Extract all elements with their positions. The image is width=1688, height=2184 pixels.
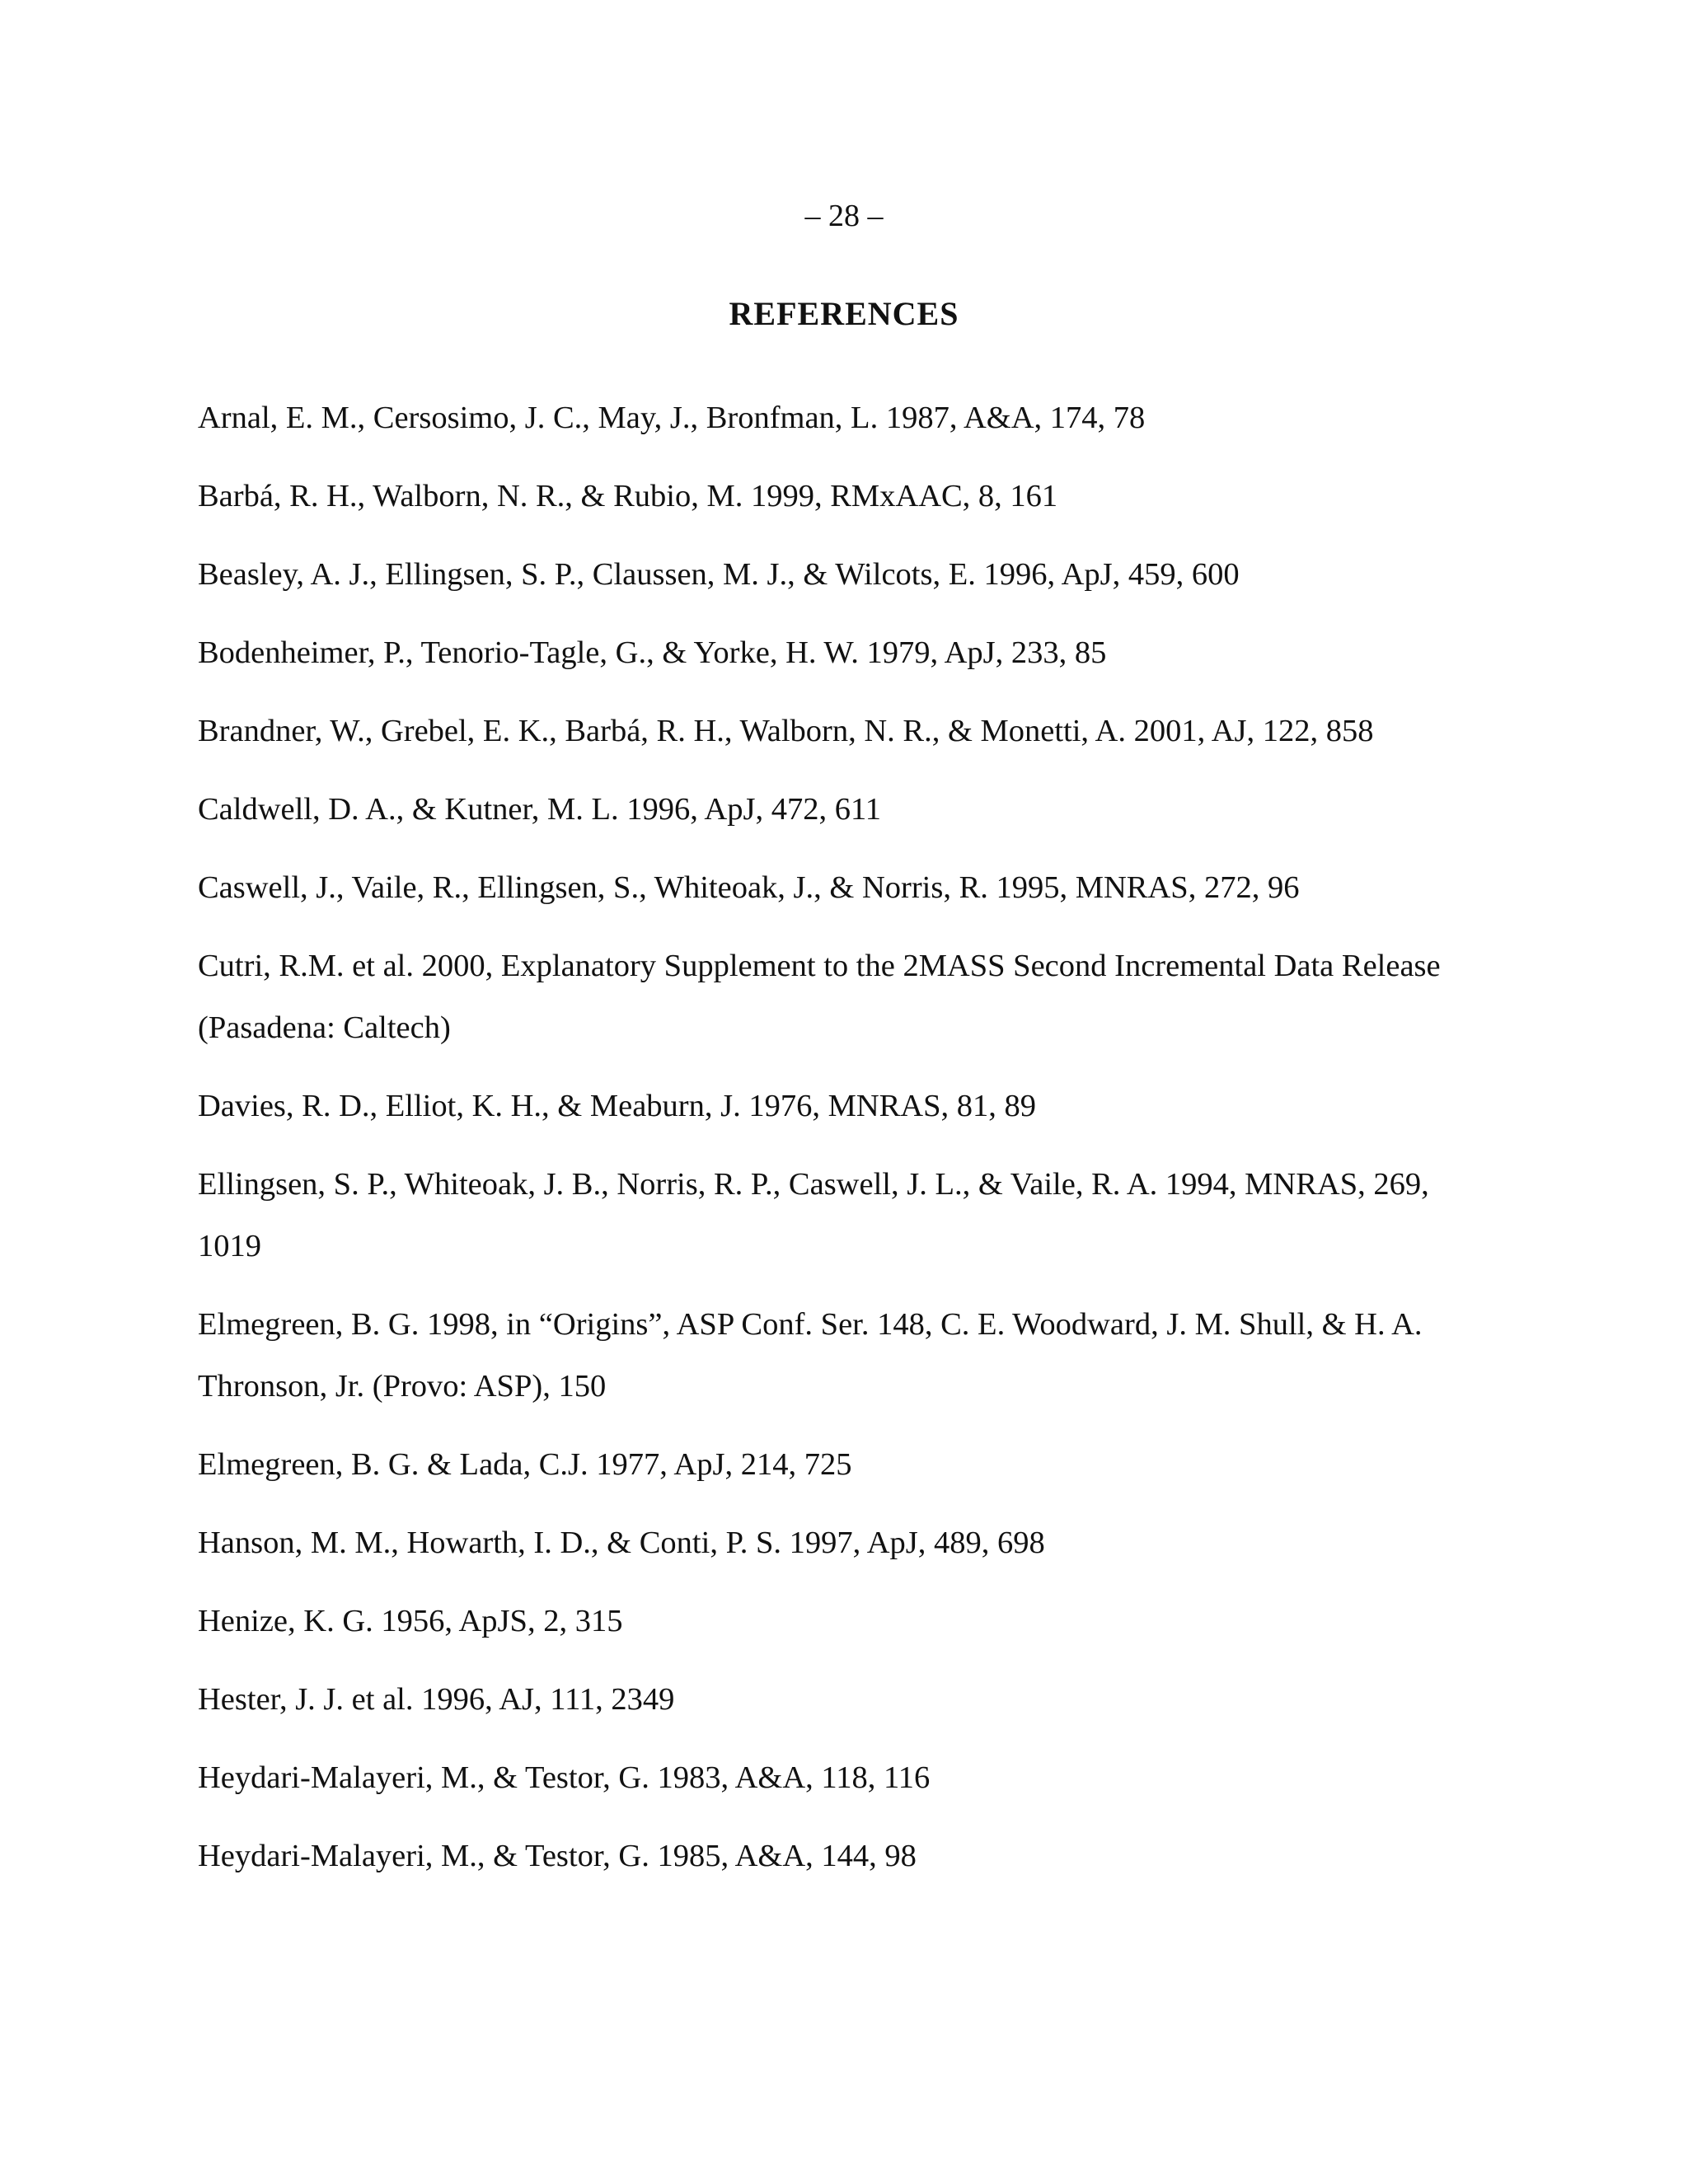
reference-entry: Heydari-Malayeri, M., & Testor, G. 1983, A&A, 118, 116 [198, 1760, 931, 1795]
reference-entry: Ellingsen, S. P., Whiteoak, J. B., Norris, R. P., Caswell, J. L., & Vaile, R. A. 1994, MNRAS, 269, 1019 [198, 1167, 1429, 1263]
reference-entry: Elmegreen, B. G. & Lada, C.J. 1977, ApJ, 214, 725 [198, 1447, 852, 1482]
reference-entry: Heydari-Malayeri, M., & Testor, G. 1985, A&A, 144, 98 [198, 1839, 917, 1873]
reference-entry: Brandner, W., Grebel, E. K., Barbá, R. H., Walborn, N. R., & Monetti, A. 2001, AJ, 122, 858 [198, 714, 1374, 748]
reference-entry: Cutri, R.M. et al. 2000, Explanatory Supplement to the 2MASS Second Incremental Data Release (Pasadena: Caltech) [198, 949, 1441, 1045]
reference-entry: Hester, J. J. et al. 1996, AJ, 111, 2349 [198, 1682, 675, 1717]
reference-entry: Hanson, M. M., Howarth, I. D., & Conti, P. S. 1997, ApJ, 489, 698 [198, 1526, 1045, 1560]
page-number: – 28 – [804, 199, 884, 233]
reference-entry: Caswell, J., Vaile, R., Ellingsen, S., Whiteoak, J., & Norris, R. 1995, MNRAS, 272, 96 [198, 870, 1300, 905]
reference-entry: Arnal, E. M., Cersosimo, J. C., May, J., Bronfman, L. 1987, A&A, 174, 78 [198, 401, 1146, 435]
references-heading: REFERENCES [729, 295, 959, 332]
reference-entry: Caldwell, D. A., & Kutner, M. L. 1996, ApJ, 472, 611 [198, 792, 882, 827]
reference-entry: Beasley, A. J., Ellingsen, S. P., Claussen, M. J., & Wilcots, E. 1996, ApJ, 459, 600 [198, 557, 1240, 592]
reference-list [198, 387, 1500, 1904]
reference-entry: Barbá, R. H., Walborn, N. R., & Rubio, M. 1999, RMxAAC, 8, 161 [198, 479, 1058, 513]
reference-entry: Davies, R. D., Elliot, K. H., & Meaburn, J. 1976, MNRAS, 81, 89 [198, 1089, 1037, 1123]
reference-entry: Elmegreen, B. G. 1998, in “Origins”, ASP Conf. Ser. 148, C. E. Woodward, J. M. Shull, & H. A. Thronson, Jr. (Provo: ASP), 150 [198, 1307, 1423, 1404]
reference-entry: Bodenheimer, P., Tenorio-Tagle, G., & Yorke, H. W. 1979, ApJ, 233, 85 [198, 635, 1107, 670]
reference-entry: Henize, K. G. 1956, ApJS, 2, 315 [198, 1604, 623, 1638]
